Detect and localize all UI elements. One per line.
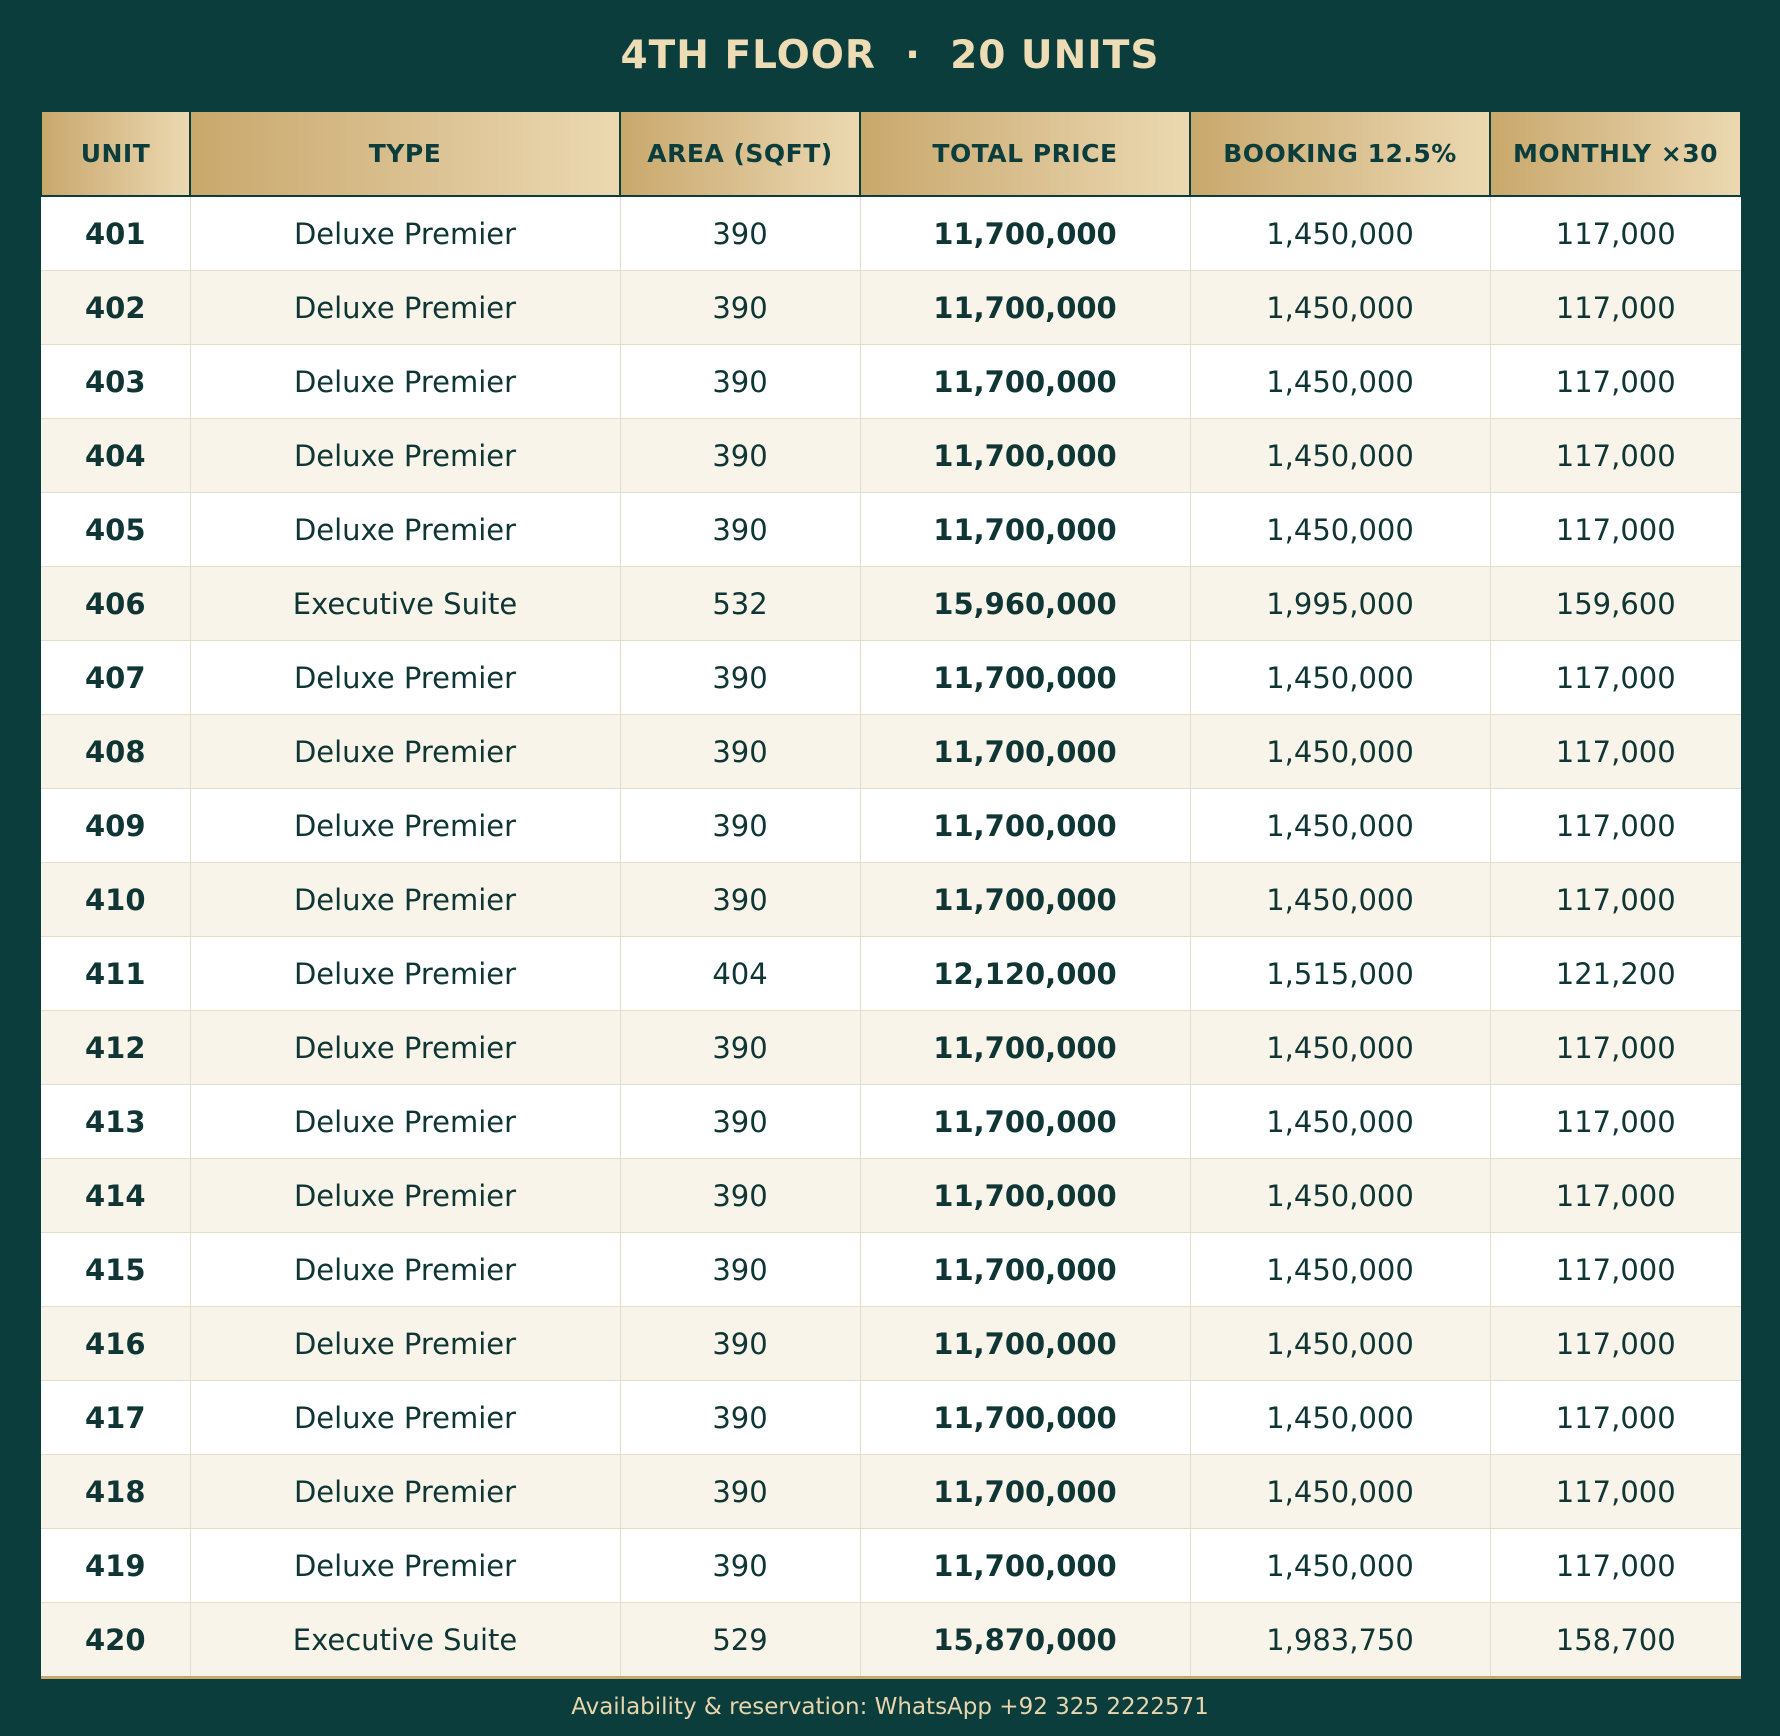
- cell-area: 390: [620, 419, 860, 493]
- cell-unit: 414: [41, 1159, 190, 1233]
- cell-total-price: 11,700,000: [860, 789, 1190, 863]
- cell-booking: 1,450,000: [1190, 196, 1490, 271]
- cell-type: Deluxe Premier: [190, 937, 620, 1011]
- cell-booking: 1,450,000: [1190, 1233, 1490, 1307]
- cell-area: 529: [620, 1603, 860, 1678]
- cell-area: 390: [620, 196, 860, 271]
- cell-monthly: 121,200: [1490, 937, 1741, 1011]
- header-area: AREA (SQFT): [620, 111, 860, 196]
- cell-total-price: 11,700,000: [860, 1307, 1190, 1381]
- table-body: [41, 196, 1741, 1678]
- cell-total-price: 11,700,000: [860, 196, 1190, 271]
- cell-area: 404: [620, 937, 860, 1011]
- cell-total-price: 11,700,000: [860, 1011, 1190, 1085]
- cell-type: Deluxe Premier: [190, 1307, 620, 1381]
- table-row: [41, 345, 1741, 419]
- table-row: [41, 1455, 1741, 1529]
- cell-unit: 410: [41, 863, 190, 937]
- cell-total-price: 11,700,000: [860, 715, 1190, 789]
- cell-monthly: 158,700: [1490, 1603, 1741, 1678]
- cell-unit: 413: [41, 1085, 190, 1159]
- cell-booking: 1,450,000: [1190, 345, 1490, 419]
- table-row: [41, 1529, 1741, 1603]
- cell-booking: 1,450,000: [1190, 715, 1490, 789]
- cell-unit: 408: [41, 715, 190, 789]
- cell-area: 390: [620, 1381, 860, 1455]
- table-row: [41, 1307, 1741, 1381]
- cell-booking: 1,450,000: [1190, 1455, 1490, 1529]
- cell-total-price: 15,870,000: [860, 1603, 1190, 1678]
- cell-monthly: 117,000: [1490, 1529, 1741, 1603]
- cell-type: Deluxe Premier: [190, 1011, 620, 1085]
- cell-area: 390: [620, 1529, 860, 1603]
- table-row: [41, 271, 1741, 345]
- cell-total-price: 12,120,000: [860, 937, 1190, 1011]
- cell-area: 532: [620, 567, 860, 641]
- cell-monthly: 117,000: [1490, 863, 1741, 937]
- cell-area: 390: [620, 863, 860, 937]
- cell-type: Deluxe Premier: [190, 641, 620, 715]
- cell-booking: 1,450,000: [1190, 1011, 1490, 1085]
- cell-booking: 1,450,000: [1190, 1381, 1490, 1455]
- cell-total-price: 11,700,000: [860, 1159, 1190, 1233]
- cell-monthly: 159,600: [1490, 567, 1741, 641]
- cell-monthly: 117,000: [1490, 1233, 1741, 1307]
- cell-type: Executive Suite: [190, 1603, 620, 1678]
- cell-booking: 1,450,000: [1190, 863, 1490, 937]
- cell-area: 390: [620, 789, 860, 863]
- table-row: [41, 1233, 1741, 1307]
- cell-unit: 417: [41, 1381, 190, 1455]
- table-row: [41, 863, 1741, 937]
- cell-monthly: 117,000: [1490, 1159, 1741, 1233]
- table-row: [41, 1159, 1741, 1233]
- cell-type: Deluxe Premier: [190, 1381, 620, 1455]
- header-monthly: MONTHLY ×30: [1490, 111, 1741, 196]
- cell-total-price: 11,700,000: [860, 641, 1190, 715]
- header-row: [41, 111, 1741, 196]
- cell-monthly: 117,000: [1490, 789, 1741, 863]
- cell-booking: 1,450,000: [1190, 419, 1490, 493]
- table-row: [41, 1085, 1741, 1159]
- cell-unit: 403: [41, 345, 190, 419]
- cell-unit: 420: [41, 1603, 190, 1678]
- table-row: [41, 1381, 1741, 1455]
- cell-monthly: 117,000: [1490, 493, 1741, 567]
- cell-monthly: 117,000: [1490, 271, 1741, 345]
- cell-total-price: 11,700,000: [860, 345, 1190, 419]
- table-row: [41, 937, 1741, 1011]
- cell-unit: 415: [41, 1233, 190, 1307]
- cell-type: Deluxe Premier: [190, 419, 620, 493]
- cell-type: Deluxe Premier: [190, 1233, 620, 1307]
- cell-unit: 401: [41, 196, 190, 271]
- footer-contact: Availability & reservation: WhatsApp +92 325 2222571: [571, 1694, 1209, 1720]
- cell-monthly: 117,000: [1490, 1011, 1741, 1085]
- cell-area: 390: [620, 715, 860, 789]
- cell-type: Deluxe Premier: [190, 493, 620, 567]
- cell-total-price: 11,700,000: [860, 493, 1190, 567]
- cell-unit: 409: [41, 789, 190, 863]
- cell-unit: 406: [41, 567, 190, 641]
- cell-total-price: 15,960,000: [860, 567, 1190, 641]
- header-unit: UNIT: [41, 111, 190, 196]
- cell-booking: 1,515,000: [1190, 937, 1490, 1011]
- cell-unit: 416: [41, 1307, 190, 1381]
- table-row: [41, 196, 1741, 271]
- page-title: 4TH FLOOR · 20 UNITS: [620, 33, 1160, 78]
- header-type: TYPE: [190, 111, 620, 196]
- cell-total-price: 11,700,000: [860, 1085, 1190, 1159]
- cell-booking: 1,995,000: [1190, 567, 1490, 641]
- cell-monthly: 117,000: [1490, 419, 1741, 493]
- table-row: [41, 419, 1741, 493]
- cell-total-price: 11,700,000: [860, 419, 1190, 493]
- cell-unit: 405: [41, 493, 190, 567]
- cell-monthly: 117,000: [1490, 715, 1741, 789]
- cell-unit: 404: [41, 419, 190, 493]
- cell-area: 390: [620, 1233, 860, 1307]
- table-row: [41, 1603, 1741, 1678]
- table-row: [41, 789, 1741, 863]
- unit-price-table: [40, 110, 1742, 1679]
- cell-area: 390: [620, 271, 860, 345]
- cell-booking: 1,450,000: [1190, 789, 1490, 863]
- cell-area: 390: [620, 1159, 860, 1233]
- cell-monthly: 117,000: [1490, 345, 1741, 419]
- cell-total-price: 11,700,000: [860, 1381, 1190, 1455]
- cell-unit: 419: [41, 1529, 190, 1603]
- cell-total-price: 11,700,000: [860, 1455, 1190, 1529]
- cell-type: Executive Suite: [190, 567, 620, 641]
- cell-total-price: 11,700,000: [860, 863, 1190, 937]
- header-booking: BOOKING 12.5%: [1190, 111, 1490, 196]
- cell-type: Deluxe Premier: [190, 271, 620, 345]
- cell-area: 390: [620, 345, 860, 419]
- table-row: [41, 715, 1741, 789]
- cell-area: 390: [620, 1455, 860, 1529]
- cell-total-price: 11,700,000: [860, 1529, 1190, 1603]
- cell-booking: 1,450,000: [1190, 641, 1490, 715]
- cell-booking: 1,450,000: [1190, 493, 1490, 567]
- cell-area: 390: [620, 641, 860, 715]
- cell-booking: 1,450,000: [1190, 1159, 1490, 1233]
- cell-unit: 412: [41, 1011, 190, 1085]
- cell-monthly: 117,000: [1490, 1455, 1741, 1529]
- table-row: [41, 641, 1741, 715]
- table-header: [41, 111, 1741, 196]
- cell-type: Deluxe Premier: [190, 863, 620, 937]
- cell-type: Deluxe Premier: [190, 789, 620, 863]
- cell-unit: 402: [41, 271, 190, 345]
- cell-type: Deluxe Premier: [190, 1159, 620, 1233]
- cell-monthly: 117,000: [1490, 1085, 1741, 1159]
- table-row: [41, 567, 1741, 641]
- cell-monthly: 117,000: [1490, 1381, 1741, 1455]
- cell-type: Deluxe Premier: [190, 715, 620, 789]
- cell-monthly: 117,000: [1490, 196, 1741, 271]
- cell-booking: 1,450,000: [1190, 1085, 1490, 1159]
- cell-type: Deluxe Premier: [190, 1085, 620, 1159]
- cell-type: Deluxe Premier: [190, 1529, 620, 1603]
- cell-monthly: 117,000: [1490, 641, 1741, 715]
- header-total-price: TOTAL PRICE: [860, 111, 1190, 196]
- cell-unit: 407: [41, 641, 190, 715]
- cell-total-price: 11,700,000: [860, 271, 1190, 345]
- cell-monthly: 117,000: [1490, 1307, 1741, 1381]
- cell-type: Deluxe Premier: [190, 345, 620, 419]
- table-row: [41, 1011, 1741, 1085]
- cell-area: 390: [620, 493, 860, 567]
- cell-area: 390: [620, 1011, 860, 1085]
- cell-unit: 411: [41, 937, 190, 1011]
- cell-type: Deluxe Premier: [190, 1455, 620, 1529]
- cell-booking: 1,983,750: [1190, 1603, 1490, 1678]
- cell-total-price: 11,700,000: [860, 1233, 1190, 1307]
- cell-unit: 418: [41, 1455, 190, 1529]
- cell-area: 390: [620, 1085, 860, 1159]
- cell-type: Deluxe Premier: [190, 196, 620, 271]
- table-row: [41, 493, 1741, 567]
- cell-booking: 1,450,000: [1190, 271, 1490, 345]
- cell-booking: 1,450,000: [1190, 1529, 1490, 1603]
- cell-booking: 1,450,000: [1190, 1307, 1490, 1381]
- cell-area: 390: [620, 1307, 860, 1381]
